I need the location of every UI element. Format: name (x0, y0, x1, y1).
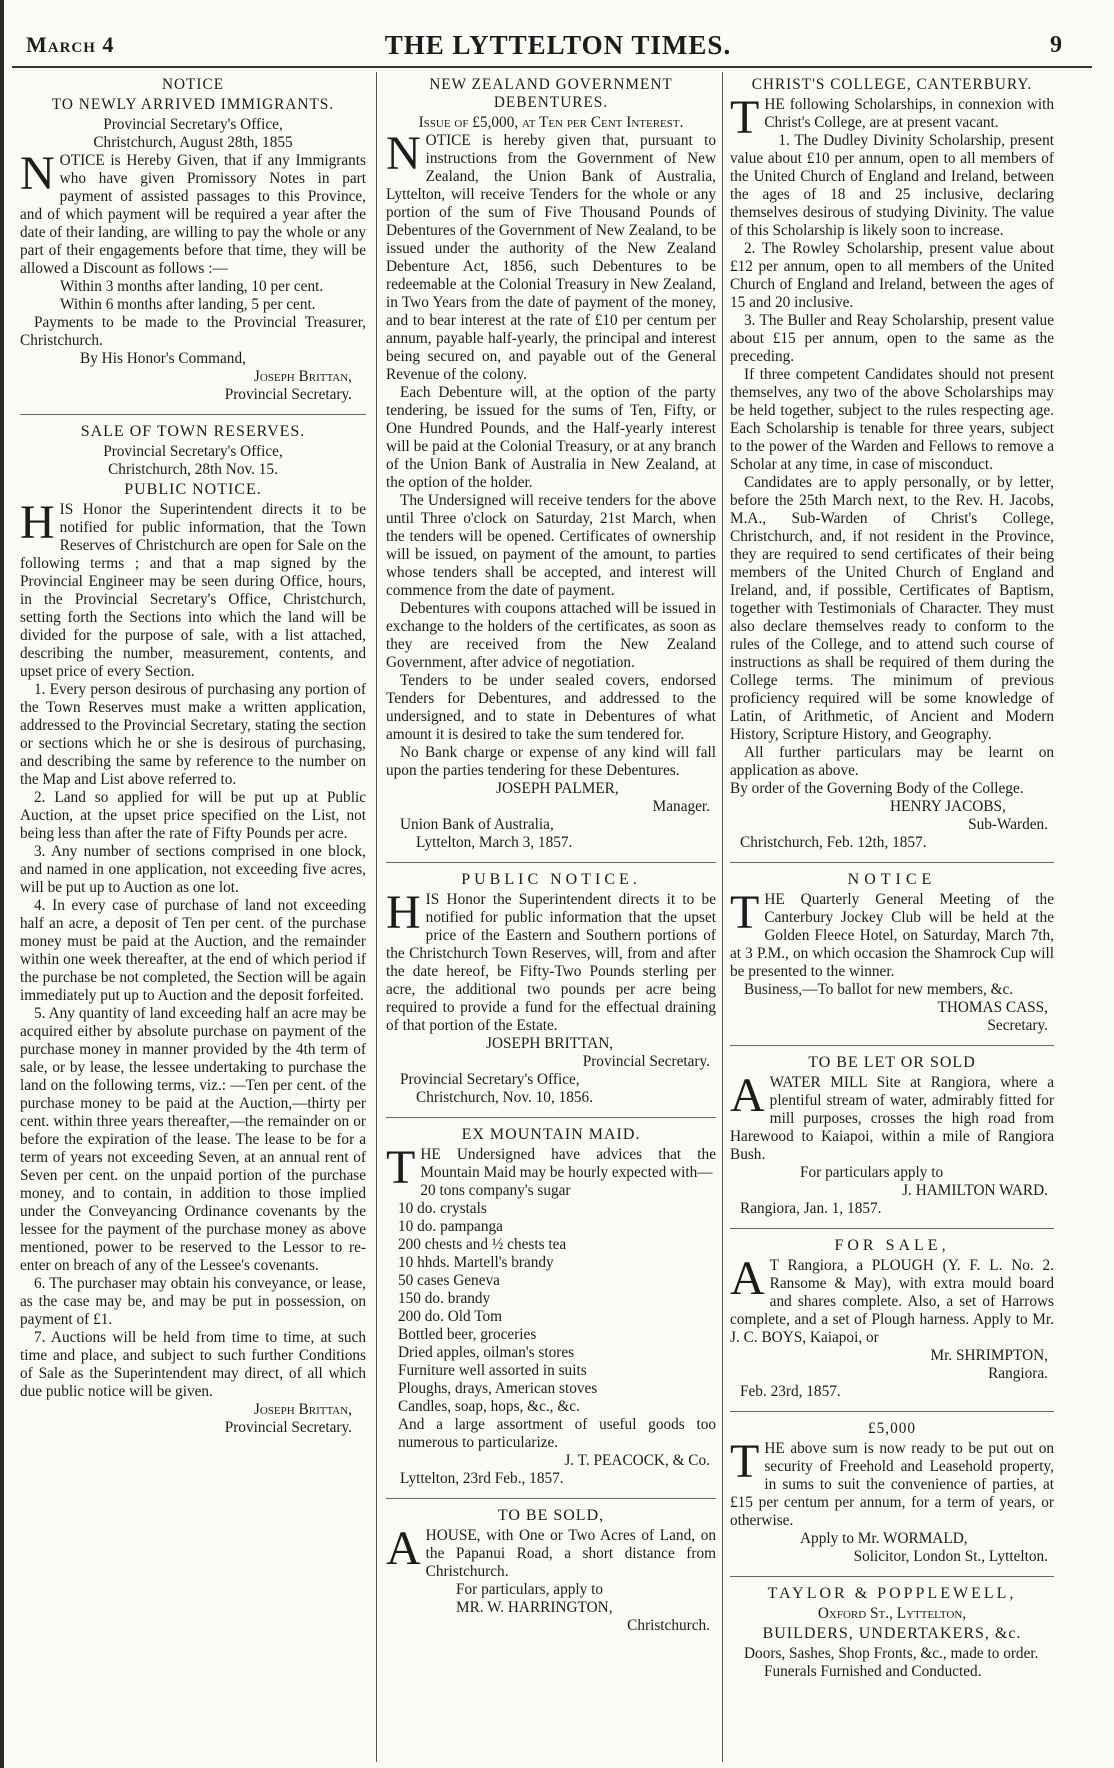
term-2: 2. Land so applied for will be put up at Public Auction, at the upset price specified on the List, not being less than after the rate of Fifty Pounds per acre. (20, 789, 366, 842)
house-heading: TO BE SOLD, (497, 1507, 605, 1524)
dropcap: H (386, 886, 421, 939)
loan-body: THE above sum is now ready to be put out on security of Freehold and Leasehold property, in sums to suit the convenience of parties, at £15 per centum per annum, for a term of years, or otherwise. (730, 1435, 1054, 1529)
notice-body: NOTICE is Hereby Given, that if any Immigrants who have given Promissory Notes in part payment of assisted passages to this Province, and of which payment will be required a year after the date of their landing, are willing to pay the whole or any part of their engagements before that time, they will be allowed a Discount as follows :— (20, 147, 366, 277)
signer-place: Christchurch. (627, 1617, 710, 1634)
page-edge-rule (0, 0, 4, 1768)
signer-title: Provincial Secretary. (224, 386, 352, 403)
signer-name: MR. W. HARRINGTON, (456, 1599, 613, 1616)
debentures-p4: Debentures with coupons attached will be issued in exchange to the holders of the certificates, as soon as they are received from the New Zealand Government, after advice of negotiation. (386, 600, 716, 671)
immigrants-notice (20, 76, 366, 404)
notice-office: Provincial Secretary's Office, (400, 1071, 580, 1088)
signer-name: J. HAMILTON WARD. (902, 1182, 1048, 1199)
signer-name: HENRY JACOBS, (890, 798, 1006, 815)
term-5: 5. Any quantity of land exceeding half an acre may be acquired either by absolute purchase on payment of the purchase money in manner provided by the 4th term of sale, or by lease, the lessee undertaking to purchase the land on the following terms, viz.: —Ten per cent. of the purchase money to be paid at the Auction,—thirty per cent. within three years thereafter,—the remainder on or before the expiration of the lease. The lease to be for a term of years not exceeding Seven, at an annual rent of Seven per cent. on the unpaid portion of the purchase money, and to contain, in addition to those implied under the Conveyancing Ordinance covenants by the lessee for the payment of the purchase money as above mentioned, power to be reserved to the Lessor to re-enter on breach of any of the Lessee's covenants. (20, 1005, 366, 1274)
list-item: 10 hhds. Martell's brandy (398, 1254, 554, 1271)
list-item: Dried apples, oilman's stores (398, 1344, 575, 1361)
masthead (8, 30, 1098, 62)
masthead-date: March 4 (26, 32, 115, 57)
college-intro: THE following Scholarships, in connexion with Christ's College, are at present vacant. (730, 91, 1054, 144)
builders-line-2: Funerals Furnished and Conducted. (764, 1663, 982, 1680)
mill-heading: TO BE LET OR SOLD (808, 1054, 976, 1071)
signer-role: Manager. (652, 798, 710, 815)
college-heading: CHRIST'S COLLEGE, CANTERBURY. (751, 76, 1033, 93)
term-7: 7. Auctions will be held from time to time, at such time and place, and subject to such further Conditions of Sale as the Superintendent may direct, of all which due public notice will be given. (20, 1329, 366, 1400)
debentures-heading: NEW ZEALAND GOVERNMENT DEBENTURES. (429, 76, 673, 111)
column-2 (386, 74, 716, 1635)
builders-line-1: Doors, Sashes, Shop Fronts, &c., made to order. (744, 1645, 1039, 1662)
list-item: 200 chests and ½ chests tea (398, 1236, 567, 1253)
term-3: 3. Any number of sections comprised in one block, and named in one application, not exceeding five acres, will be put up to Auction as one lot. (20, 843, 366, 896)
mountain-maid-heading: EX MOUNTAIN MAID. (461, 1126, 641, 1143)
scholarship-2: 2. The Rowley Scholarship, present value about £12 per annum, open to all members of the United Church of England and Ireland, between the ages of 15 and 20 inclusive. (730, 240, 1054, 311)
scholarship-1: 1. The Dudley Divinity Scholarship, present value about £10 per annum, open to all members of the United Church of England and Ireland, between the ages of 18 and 25 inclusive, declaring themselves desirous of studying Divinity. The value of this Scholarship is likely soon to increase. (730, 132, 1054, 239)
town-reserves-notice (20, 423, 366, 1437)
dropcap: A (730, 1252, 765, 1305)
loan-heading: £5,000 (867, 1420, 917, 1437)
list-item: Bottled beer, groceries (398, 1326, 537, 1343)
loan-advert (730, 1420, 1054, 1566)
mill-body: AWATER MILL Site at Rangiora, where a plentiful stream of water, admirably fitted for mill purposes, crosses the high road from Harewood to Kaiapoi, within a mile of Rangiora Bush. (730, 1069, 1054, 1163)
list-item: 50 cases Geneva (398, 1272, 500, 1289)
divider (386, 862, 716, 863)
masthead-title: THE LYTTELTON TIMES. (384, 30, 732, 60)
plough-body: A T Rangiora, a PLOUGH (Y. F. L. No. 2. Ransome & May), with extra mould board and shares complete. Also, a set of Harrows complete, and a set of Plough harness. Apply to Mr. J. C. BOYS, Kaiapoi, or (730, 1252, 1054, 1346)
signer-name: J. T. PEACOCK, & Co. (564, 1452, 710, 1469)
loan-apply: Apply to Mr. WORMALD, (800, 1530, 968, 1547)
plough-heading: FOR SALE, (834, 1237, 950, 1254)
notice-date: Christchurch, Nov. 10, 1856. (416, 1089, 594, 1106)
jockey-body: THE Quarterly General Meeting of the Canterbury Jockey Club will be held at the Golden Fleece Hotel, on Saturday, March 7th, at 3 P.M., on which occasion the Shamrock Cup will be presented to the winner. (730, 886, 1054, 980)
college-p2: Candidates are to apply personally, or by letter, before the 25th March next, to the Rev. H. Jacobs, M.A., Sub-Warden of Christ's College, Christchurch, and, if not resident in the Province, they are required to send certificates of their being members of the United Church of England and Ireland, and, if possible, Certificates of Baptism, together with Testimonials of Character. They must also declare themselves ready to conform to the rules of the College, and to attend such course of instructions as shall be required of them during the College terms. The minimum of previous proficiency required will be some knowledge of Latin, of Arithmetic, of Ancient and Modern History, Scripture History, and Geography. (730, 474, 1054, 743)
mountain-maid-advert (386, 1126, 716, 1488)
debentures-p1: NOTICE is hereby given that, pursuant to instructions from the Government of New Zealand, the Union Bank of Australia, Lyttelton, will receive Tenders for the whole or any portion of the sum of Five Thousand Pounds of Debentures of the Government of New Zealand, to be issued under the authority of the New Zealand Debenture Act, 1856, such Debentures to be redeemable at the Colonial Treasury in New Zealand, in Two Years from the date of payment of the money, and to bear interest at the rate of £10 per centum per annum, payable half-yearly, the principal and interest being secured on, and payable out of the General Revenue of the colony. (386, 127, 716, 383)
dropcap: A (730, 1069, 765, 1122)
signer-title: Provincial Secretary. (582, 1053, 710, 1070)
mill-apply: For particulars apply to (800, 1164, 944, 1181)
list-item: 20 tons company's sugar (420, 1182, 571, 1199)
divider (730, 1228, 1054, 1229)
dropcap: N (20, 147, 55, 200)
college-scholarships (730, 76, 1054, 852)
list-item: 150 do. brandy (398, 1290, 491, 1307)
builders-address: Oxford St., Lyttelton, (817, 1605, 967, 1622)
list-item: Furniture well assorted in suits (398, 1362, 587, 1379)
plough-date: Feb. 23rd, 1857. (740, 1383, 841, 1400)
signer-title: Provincial Secretary. (224, 1419, 352, 1436)
college-date: Christchurch, Feb. 12th, 1857. (740, 834, 927, 851)
sale-heading: SALE OF TOWN RESERVES. (80, 423, 306, 440)
mountain-maid-date: Lyttelton, 23rd Feb., 1857. (400, 1470, 564, 1487)
discount-6-months: Within 6 months after landing, 5 per cent. (60, 296, 316, 313)
mill-date: Rangiora, Jan. 1, 1857. (740, 1200, 882, 1217)
debentures-p5: Tenders to be under sealed covers, endorsed Tenders for Debentures, and addressed to the undersigned, and to state in Debentures of what amount it is desired to take the sum tendered for. (386, 672, 716, 743)
divider (730, 862, 1054, 863)
divider (386, 1498, 716, 1499)
sale-office: Provincial Secretary's Office, (103, 443, 283, 460)
column-rule-2 (722, 72, 723, 1762)
divider (730, 1411, 1054, 1412)
column-1 (20, 74, 366, 1437)
dropcap: N (386, 127, 421, 180)
debentures-p3: The Undersigned will receive tenders for the above until Three o'clock on Saturday, 21st March, when the tenders will be opened. Certificates of ownership will be issued, on payment of the amount, to parties whose tenders shall be accepted, and interest will commence from the date of payment. (386, 492, 716, 599)
dropcap: T (386, 1141, 416, 1194)
term-4: 4. In every case of purchase of land not exceeding half an acre, a deposit of Ten per cent. of the purchase money must be paid at the Auction, and the remainder within one week thereafter, at the end of which period if the purchase be not completed, the Section will be again immediately put up to Auction and the deposit forfeited. (20, 897, 366, 1004)
jockey-business: Business,—To ballot for new members, &c. (744, 981, 1014, 998)
debentures-date: Lyttelton, March 3, 1857. (416, 834, 573, 851)
divider (20, 414, 366, 415)
signer-role: Sub-Warden. (968, 816, 1048, 833)
dropcap: T (730, 1435, 760, 1488)
list-item: Candles, soap, hops, &c., &c. (398, 1398, 580, 1415)
builders-advert (730, 1585, 1054, 1681)
upset-price-notice (386, 871, 716, 1107)
signer-name: Joseph Brittan, (253, 368, 352, 385)
notice-subheading: TO NEWLY ARRIVED IMMIGRANTS. (51, 96, 335, 113)
goods-list (386, 1182, 716, 1416)
house-body: AHOUSE, with One or Two Acres of Land, on the Papanui Road, a short distance from Christchurch. (386, 1522, 716, 1580)
signer-role: Solicitor, London St., Lyttelton. (853, 1548, 1048, 1565)
water-mill-advert (730, 1054, 1054, 1218)
term-6: 6. The purchaser may obtain his conveyance, or lease, as the case may be, and may be put in possession, on payment of £1. (20, 1275, 366, 1328)
sale-dateline: Christchurch, 28th Nov. 15. (108, 461, 278, 478)
command-line: By His Honor's Command, (80, 350, 246, 367)
debentures-p6: No Bank charge or expense of any kind will fall upon the parties tendering for these Debentures. (386, 744, 716, 779)
list-item: 200 do. Old Tom (398, 1308, 503, 1325)
dropcap: T (730, 886, 760, 939)
signer-name: Joseph Brittan, (253, 1401, 352, 1418)
debentures-notice (386, 76, 716, 852)
masthead-rule (12, 66, 1092, 68)
list-item: Ploughs, drays, American stoves (398, 1380, 598, 1397)
page-number: 9 (1050, 32, 1062, 58)
debentures-p2: Each Debenture will, at the option of the party tendering, be issued for the sums of Ten, Fifty, or One Hundred Pounds, and the Half-yearly interest will be paid at the Colonial Treasury, or at any branch of the Union Bank of Australia in New Zealand, at the option of the holder. (386, 384, 716, 491)
dropcap: A (386, 1522, 421, 1575)
divider (730, 1045, 1054, 1046)
scholarship-3: 3. The Buller and Reay Scholarship, present value about £15 per annum, open to the same as the preceding. (730, 312, 1054, 365)
notice-dateline: Christchurch, August 28th, 1855 (93, 134, 293, 151)
list-item: 10 do. crystals (398, 1200, 487, 1217)
bank-name: Union Bank of Australia, (400, 816, 554, 833)
payments-note: Payments to be made to the Provincial Treasurer, Christchurch. (20, 314, 366, 349)
signer-role: Secretary. (987, 1017, 1048, 1034)
signer-name: THOMAS CASS, (937, 999, 1048, 1016)
house-apply: For particulars, apply to (456, 1581, 603, 1598)
divider (386, 1117, 716, 1118)
mountain-maid-closing: And a large assortment of useful goods too numerous to particularize. (398, 1416, 716, 1451)
list-item: 10 do. pampanga (398, 1218, 503, 1235)
public-notice-heading: PUBLIC NOTICE. (461, 871, 641, 888)
public-notice-heading: PUBLIC NOTICE. (124, 481, 262, 498)
discount-3-months: Within 3 months after landing, 10 per cent. (60, 278, 324, 295)
public-notice-body: HIS Honor the Superintendent directs it to be notified for public information that the upset price of the Eastern and Southern portions of the Christchurch Town Reserves, will, from and after the date hereof, be Fifty-Two Pounds sterling per acre, the additional two pounds per acre being required to provide a fund for the effectual draining of that portion of the Estate. (386, 886, 716, 1034)
builders-trade: BUILDERS, UNDERTAKERS, &c. (762, 1625, 1022, 1642)
debentures-issue: Issue of £5,000, at Ten per Cent Interest. (418, 114, 684, 131)
jockey-heading: NOTICE (847, 871, 937, 888)
house-sale-advert (386, 1507, 716, 1635)
signer-name: JOSEPH BRITTAN, (486, 1035, 614, 1052)
column-rule-1 (376, 72, 377, 1762)
notice-heading: NOTICE (161, 76, 225, 93)
plough-sale-advert (730, 1237, 1054, 1401)
term-1: 1. Every person desirous of purchasing any portion of the Town Reserves must make a written application, addressed to the Provincial Secretary, stating the section or sections which he or she is desirous of purchasing, and describing the same by reference to the number on the Map and List above referred to. (20, 681, 366, 788)
dropcap: H (20, 496, 55, 549)
dropcap: T (730, 91, 760, 144)
jockey-club-notice (730, 871, 1054, 1035)
builders-heading: TAYLOR & POPPLEWELL, (767, 1585, 1017, 1602)
column-3 (730, 74, 1054, 1681)
sale-intro: HIS Honor the Superintendent directs it to be notified for public information, that the Town Reserves of Christchurch are open for Sale on the following terms ; and that a map signed by the Provincial Engineer may be seen during Office, hours, in the Provincial Secretary's Office, Christchurch, setting forth the Sections into which the land will be divided for the purpose of sale, with a list attached, describing the number, measurement, contents, and upset price of every Section. (20, 496, 366, 680)
signer-name: Mr. SHRIMPTON, (930, 1347, 1048, 1364)
college-p3: All further particulars may be learnt on application as above. (730, 744, 1054, 779)
college-p1: If three competent Candidates should not present themselves, any two of the above Scholarships may be held together, subject to the rules respecting age. Each Scholarship is tenable for three years, subject to the power of the Warden and Fellows to remove a Scholar at any time, in case of misconduct. (730, 366, 1054, 473)
college-order: By order of the Governing Body of the College. (730, 780, 1024, 797)
signer-place: Rangiora. (988, 1365, 1048, 1382)
notice-office: Provincial Secretary's Office, (103, 116, 283, 133)
signer-name: JOSEPH PALMER, (496, 780, 619, 797)
mountain-maid-intro: THE Undersigned have advices that the Mountain Maid may be hourly expected with— (386, 1141, 716, 1194)
divider (730, 1576, 1054, 1577)
